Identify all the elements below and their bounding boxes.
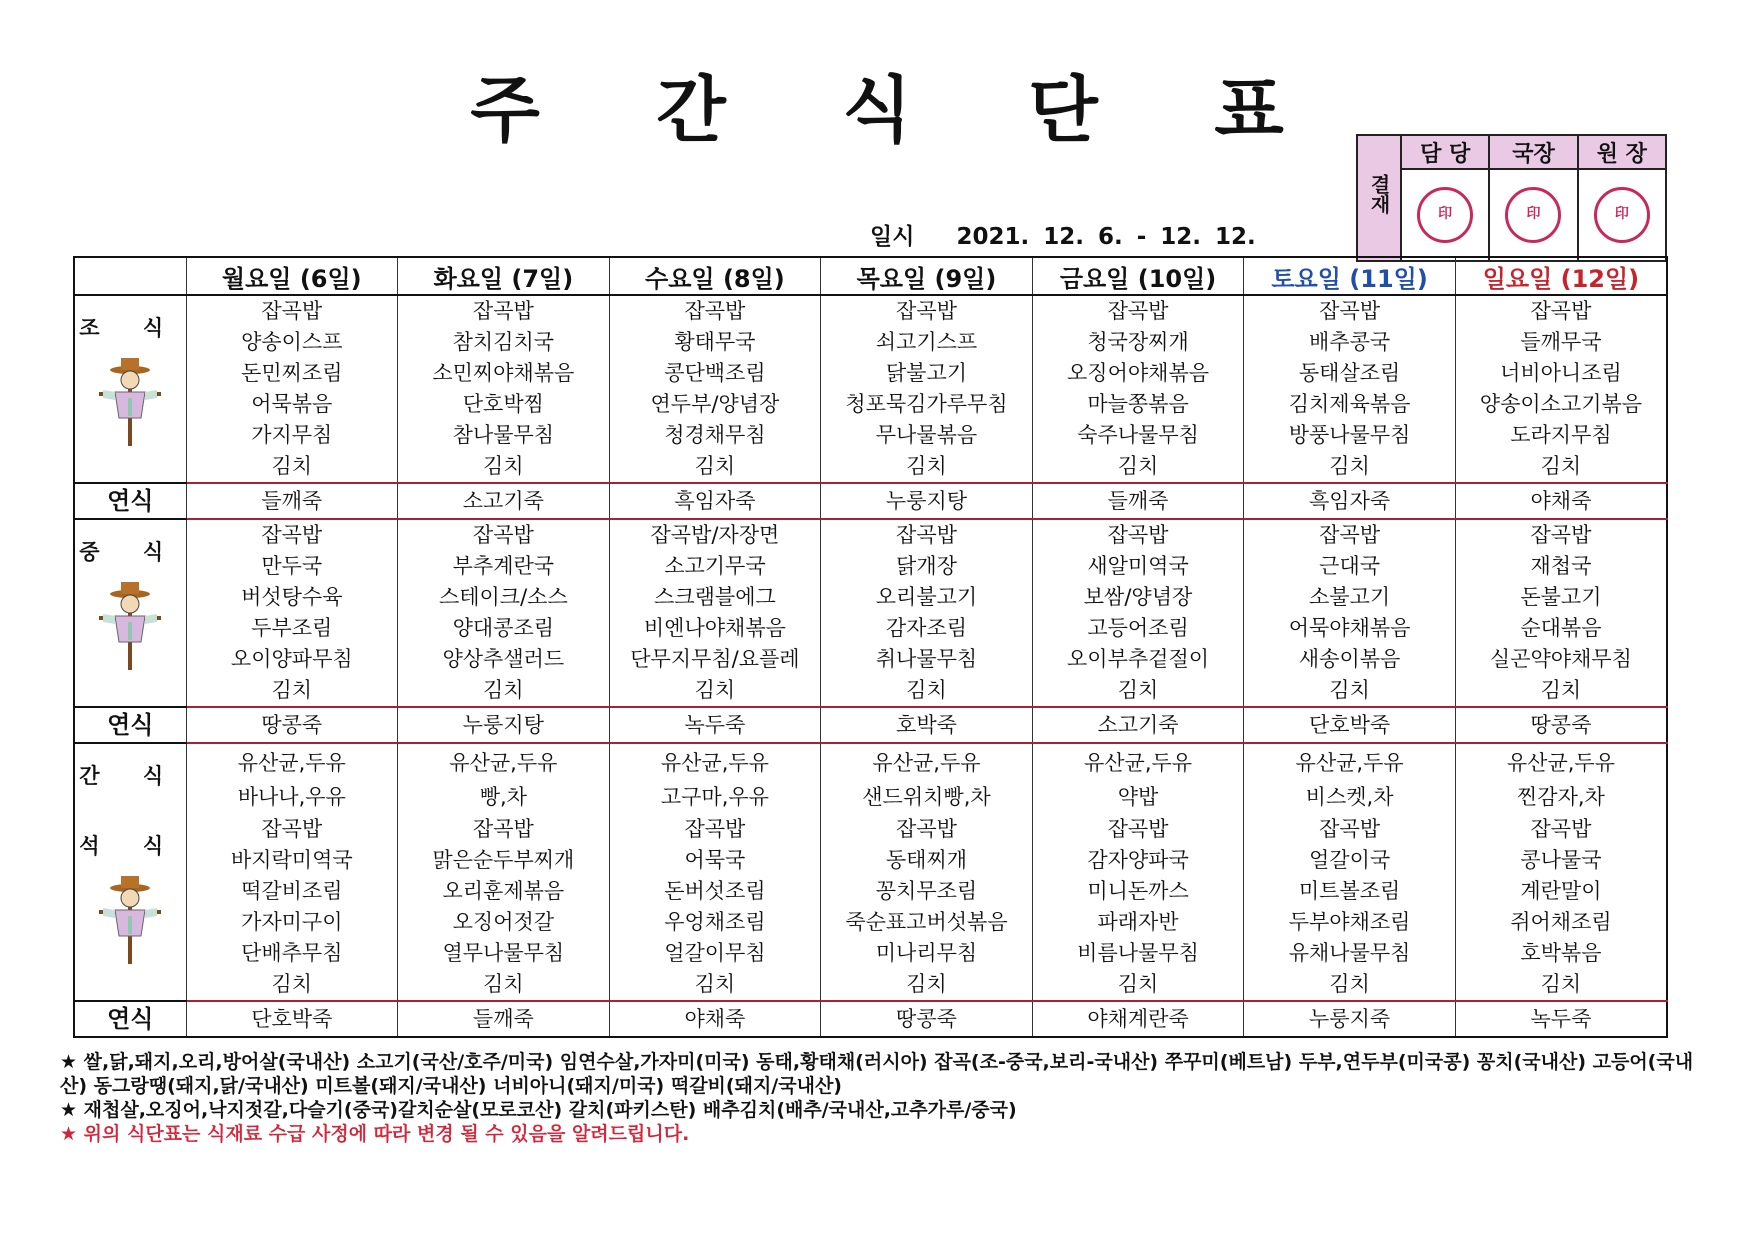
dish: 소민찌야채볶음 <box>432 361 575 385</box>
dish: 잡곡밥 <box>261 817 323 841</box>
meal-label <box>74 295 186 483</box>
origin-note: ★ 쌀,닭,돼지,오리,방어살(국내산) 소고기(국산/호주/미국) 임연수살,가자미(미국) 동태,황태채(러시아) 잡곡(조-중국,보리-국내산) 쭈꾸미(베트남) 두부,연두부(미국콩) 꽁치(국내산) 고등어(국내산) 동그랑땡(돼지,닭/국내산) 미트볼(돼지/국내산) 너비아니(돼지/미국) 떡갈비(돼지/국내산) <box>60 1051 1694 1097</box>
approval-head-director: 국장 <box>1489 135 1577 169</box>
approval-sign-staff <box>1401 169 1489 261</box>
dish: 잡곡밥 <box>1530 299 1592 323</box>
dish: 돈버섯조림 <box>664 879 766 903</box>
dish: 숙주나물무침 <box>1077 423 1199 447</box>
menu-cell <box>609 814 821 1001</box>
dish: 오이부추겉절이 <box>1067 647 1210 671</box>
dish: 잡곡밥 <box>1530 817 1592 841</box>
porridge-cell: 누룽지죽 <box>1244 1001 1456 1037</box>
dish: 취나물무침 <box>875 647 978 671</box>
porridge-cell: 단호박죽 <box>1244 707 1456 743</box>
dish: 잡곡밥 <box>1107 523 1169 547</box>
dish: 김치 <box>483 454 524 478</box>
dish: 단무지무침/요플레 <box>630 647 800 671</box>
menu-cell <box>398 814 610 1001</box>
dish: 비스켓,차 <box>1305 785 1394 809</box>
dish: 유산균,두유 <box>449 751 558 775</box>
approval-box <box>1356 134 1667 262</box>
meal-label-text: 간 식 <box>79 764 182 788</box>
dish: 김치 <box>483 972 524 996</box>
porridge-cell: 흑임자죽 <box>1244 483 1456 519</box>
dish: 도라지무침 <box>1510 423 1612 447</box>
dish: 김치제육볶음 <box>1288 392 1411 416</box>
dish: 죽순표고버섯볶음 <box>845 910 1008 934</box>
dish: 순대볶음 <box>1520 616 1602 640</box>
dish: 잡곡밥 <box>472 817 534 841</box>
menu-cell <box>1032 519 1244 707</box>
porridge-cell: 땅콩죽 <box>1455 707 1667 743</box>
dish: 김치 <box>906 454 947 478</box>
dish: 꽁치무조림 <box>875 879 978 903</box>
dish: 얼갈이무침 <box>664 941 766 965</box>
snack-label: 연식 <box>74 1001 186 1037</box>
dish: 오이양파무침 <box>230 647 353 671</box>
menu-cell <box>1032 295 1244 483</box>
dish: 단호박찜 <box>462 392 544 416</box>
dish: 유산균,두유 <box>1506 751 1615 775</box>
snack-row-breakfast <box>74 483 1667 519</box>
dish: 잡곡밥 <box>684 817 746 841</box>
menu-cell <box>186 519 398 707</box>
menu-cell <box>398 519 610 707</box>
snack-label: 연식 <box>74 707 186 743</box>
dish: 잡곡밥 <box>684 299 746 323</box>
porridge-cell: 흑임자죽 <box>609 483 821 519</box>
dish: 유산균,두유 <box>237 751 346 775</box>
dish: 닭개장 <box>896 554 957 578</box>
porridge-cell: 누룽지탕 <box>821 483 1033 519</box>
porridge-cell: 호박죽 <box>821 707 1033 743</box>
dish: 청국장찌개 <box>1087 330 1189 354</box>
dish: 김치 <box>1540 454 1582 478</box>
approval-sign-principal <box>1578 169 1666 261</box>
dish: 김치 <box>1540 972 1582 996</box>
menu-cell <box>821 295 1033 483</box>
dish: 맑은순두부찌개 <box>432 848 575 872</box>
title-char: 단 <box>1028 68 1098 152</box>
dish: 단배추무침 <box>241 941 343 965</box>
dish: 소불고기 <box>1309 585 1391 609</box>
dish: 잡곡밥 <box>472 523 534 547</box>
notes <box>60 1050 1710 1146</box>
dish: 근대국 <box>1319 554 1381 578</box>
dish: 떡갈비조림 <box>241 879 343 903</box>
approval-label <box>1357 135 1401 261</box>
dish: 새알미역국 <box>1087 554 1189 578</box>
dish: 황태무국 <box>674 330 756 354</box>
porridge-cell: 땅콩죽 <box>821 1001 1033 1037</box>
dish: 잡곡밥/자장면 <box>650 523 780 547</box>
dish: 김치 <box>1117 972 1159 996</box>
dish: 김치 <box>694 454 736 478</box>
dish: 실곤약야채무침 <box>1489 647 1632 671</box>
dish: 스크램블에그 <box>654 585 776 609</box>
dish: 너비아니조림 <box>1500 361 1622 385</box>
dish: 들깨무국 <box>1520 330 1602 354</box>
dish: 잡곡밥 <box>1530 523 1592 547</box>
dish: 김치 <box>1117 678 1159 702</box>
porridge-cell: 들깨죽 <box>186 483 398 519</box>
dish: 김치 <box>906 972 947 996</box>
dish: 김치 <box>1329 678 1370 702</box>
day-header: 화요일 (7일) <box>398 257 610 295</box>
dish: 오리훈제볶음 <box>442 879 565 903</box>
menu-cell <box>398 743 610 814</box>
dish: 김치 <box>1329 454 1370 478</box>
dish: 잡곡밥 <box>896 817 957 841</box>
dish: 미니돈까스 <box>1087 879 1189 903</box>
meal-label-text: 중 식 <box>79 540 182 564</box>
origin-note: ★ 재첩살,오징어,낙지젓갈,다슬기(중국)갈치순살(모로코산) 갈치(파키스탄) 배추김치(배추/국내산,고추가루/중국) <box>60 1099 1017 1121</box>
meal-label <box>74 519 186 707</box>
menu-cell <box>609 519 821 707</box>
dish: 만두국 <box>261 554 323 578</box>
dish: 오징어야채볶음 <box>1067 361 1210 385</box>
snack-label: 연식 <box>74 483 186 519</box>
dish: 부추계란국 <box>452 554 555 578</box>
dish: 가자미구이 <box>241 910 343 934</box>
snack-row-lunch <box>74 707 1667 743</box>
day-header: 수요일 (8일) <box>609 257 821 295</box>
seal-stamp-icon: 印 <box>1594 187 1650 243</box>
date-line <box>870 218 1256 251</box>
dish: 잡곡밥 <box>1319 299 1381 323</box>
dish: 유산균,두유 <box>660 751 769 775</box>
dish: 감자양파국 <box>1087 848 1189 872</box>
dish: 두부조림 <box>251 616 333 640</box>
dish: 김치 <box>483 678 524 702</box>
approval-head-principal: 원 장 <box>1578 135 1666 169</box>
dish: 잡곡밥 <box>896 299 957 323</box>
day-header-sunday: 일요일 (12일) <box>1455 257 1667 295</box>
dish: 샌드위치빵,차 <box>862 785 991 809</box>
porridge-cell: 녹두죽 <box>609 707 821 743</box>
meal-label-text: 석 식 <box>79 834 182 858</box>
menu-cell <box>1455 295 1667 483</box>
dish: 동태살조림 <box>1298 361 1401 385</box>
menu-cell <box>1032 743 1244 814</box>
warning-note: ★ 위의 식단표는 식재료 수급 사정에 따라 변경 될 수 있음을 알려드립니다. <box>60 1123 690 1145</box>
dish: 연두부/양념장 <box>650 392 780 416</box>
title-char: 주 <box>470 68 540 152</box>
scarecrow-icon <box>95 356 165 448</box>
dish: 양대콩조림 <box>452 616 555 640</box>
dish: 잡곡밥 <box>261 299 323 323</box>
dish: 비엔나야채볶음 <box>643 616 786 640</box>
dish: 마늘쫑볶음 <box>1087 392 1189 416</box>
dish: 배추콩국 <box>1309 330 1391 354</box>
dish: 우엉채조림 <box>664 910 766 934</box>
dish: 바지락미역국 <box>230 848 353 872</box>
porridge-cell: 들깨죽 <box>1032 483 1244 519</box>
dish: 가지무침 <box>251 423 333 447</box>
menu-cell <box>1455 814 1667 1001</box>
dish: 잡곡밥 <box>1107 299 1169 323</box>
dish: 미트볼조림 <box>1298 879 1401 903</box>
dish: 비름나물무침 <box>1077 941 1199 965</box>
dish: 고구마,우유 <box>660 785 769 809</box>
dish: 파래자반 <box>1097 910 1179 934</box>
day-header: 월요일 (6일) <box>186 257 398 295</box>
scarecrow-icon <box>95 874 165 966</box>
dish: 김치 <box>271 972 313 996</box>
dish: 김치 <box>694 972 736 996</box>
dish: 버섯탕수육 <box>241 585 343 609</box>
title-char: 식 <box>842 68 912 152</box>
porridge-cell: 야채계란죽 <box>1032 1001 1244 1037</box>
porridge-cell: 야채죽 <box>1455 483 1667 519</box>
porridge-cell: 야채죽 <box>609 1001 821 1037</box>
dish: 쥐어채조림 <box>1510 910 1612 934</box>
dish: 두부야채조림 <box>1288 910 1411 934</box>
dish: 잡곡밥 <box>472 299 534 323</box>
dish: 잡곡밥 <box>1319 523 1381 547</box>
meal-label <box>74 743 186 814</box>
dish: 김치 <box>1117 454 1159 478</box>
day-header-row <box>74 257 1667 295</box>
dish: 계란말이 <box>1520 879 1602 903</box>
dish: 김치 <box>1329 972 1370 996</box>
dish: 보쌈/양념장 <box>1083 585 1193 609</box>
dish: 고등어조림 <box>1087 616 1189 640</box>
weekly-menu-table <box>73 256 1668 1038</box>
porridge-cell: 누룽지탕 <box>398 707 610 743</box>
date-value: 2021. 12. 6. - 12. 12. <box>956 224 1256 250</box>
dish: 호박볶음 <box>1520 941 1602 965</box>
approval-label-text: 결재 <box>1367 174 1391 214</box>
dish: 김치 <box>694 678 736 702</box>
menu-cell <box>821 519 1033 707</box>
dish: 콩단백조림 <box>664 361 766 385</box>
menu-cell <box>1244 295 1456 483</box>
title-char: 간 <box>656 68 726 152</box>
menu-cell <box>1244 814 1456 1001</box>
day-header-saturday: 토요일 (11일) <box>1244 257 1456 295</box>
porridge-cell: 단호박죽 <box>186 1001 398 1037</box>
dish: 김치 <box>1540 678 1582 702</box>
meal-row-snack <box>74 743 1667 814</box>
dish: 얼갈이국 <box>1309 848 1391 872</box>
dish: 잡곡밥 <box>896 523 957 547</box>
dish: 양송이스프 <box>241 330 343 354</box>
date-label: 일시 <box>870 224 915 250</box>
menu-cell <box>821 814 1033 1001</box>
dish: 열무나물무침 <box>442 941 565 965</box>
approval-head-staff: 담 당 <box>1401 135 1489 169</box>
title-char: 표 <box>1214 68 1284 152</box>
dish: 돈민찌조림 <box>241 361 343 385</box>
menu-cell <box>609 295 821 483</box>
dish: 양송이소고기볶음 <box>1479 392 1643 416</box>
dish: 청경채무침 <box>664 423 766 447</box>
menu-cell <box>186 814 398 1001</box>
porridge-cell: 소고기죽 <box>1032 707 1244 743</box>
menu-cell <box>186 295 398 483</box>
meal-row-breakfast <box>74 295 1667 483</box>
dish: 무나물볶음 <box>875 423 978 447</box>
porridge-cell: 들깨죽 <box>398 1001 610 1037</box>
menu-cell <box>1244 743 1456 814</box>
day-header: 목요일 (9일) <box>821 257 1033 295</box>
dish: 어묵볶음 <box>251 392 333 416</box>
approval-sign-director <box>1489 169 1577 261</box>
dish: 약밥 <box>1117 785 1159 809</box>
menu-cell <box>186 743 398 814</box>
dish: 어묵야채볶음 <box>1288 616 1411 640</box>
dish: 양상추샐러드 <box>442 647 565 671</box>
menu-cell <box>398 295 610 483</box>
menu-cell <box>1032 814 1244 1001</box>
day-header: 금요일 (10일) <box>1032 257 1244 295</box>
dish: 바나나,우유 <box>237 785 346 809</box>
dish: 참치김치국 <box>452 330 555 354</box>
dish: 콩나물국 <box>1520 848 1602 872</box>
dish: 소고기무국 <box>664 554 766 578</box>
menu-cell <box>1244 519 1456 707</box>
dish: 잡곡밥 <box>1107 817 1169 841</box>
dish: 쇠고기스프 <box>875 330 978 354</box>
dish: 유산균,두유 <box>1083 751 1193 775</box>
dish: 동태찌개 <box>885 848 968 872</box>
dish: 닭불고기 <box>885 361 968 385</box>
dish: 잡곡밥 <box>1319 817 1381 841</box>
dish: 재첩국 <box>1530 554 1592 578</box>
dish: 유채나물무침 <box>1288 941 1411 965</box>
meal-row-dinner <box>74 814 1667 1001</box>
dish: 오리불고기 <box>875 585 978 609</box>
porridge-cell: 소고기죽 <box>398 483 610 519</box>
seal-stamp-icon: 印 <box>1505 187 1561 243</box>
dish: 참나물무침 <box>452 423 555 447</box>
seal-stamp-icon: 印 <box>1417 187 1473 243</box>
menu-cell <box>1455 519 1667 707</box>
dish: 찐감자,차 <box>1517 785 1605 809</box>
dish: 스테이크/소스 <box>438 585 568 609</box>
menu-cell <box>1455 743 1667 814</box>
dish: 김치 <box>271 454 313 478</box>
dish: 유산균,두유 <box>872 751 981 775</box>
scarecrow-icon <box>95 580 165 672</box>
dish: 김치 <box>906 678 947 702</box>
corner-cell <box>74 257 186 295</box>
dish: 새송이볶음 <box>1298 647 1401 671</box>
meal-label-text: 조 식 <box>79 316 182 340</box>
meal-label <box>74 814 186 1001</box>
dish: 유산균,두유 <box>1295 751 1404 775</box>
dish: 청포묵김가루무침 <box>845 392 1008 416</box>
dish: 방풍나물무침 <box>1288 423 1411 447</box>
dish: 잡곡밥 <box>261 523 323 547</box>
porridge-cell: 땅콩죽 <box>186 707 398 743</box>
dish: 김치 <box>271 678 313 702</box>
dish: 어묵국 <box>684 848 746 872</box>
dish: 빵,차 <box>479 785 527 809</box>
dish: 감자조림 <box>885 616 968 640</box>
dish: 오징어젓갈 <box>452 910 555 934</box>
menu-cell <box>821 743 1033 814</box>
dish: 돈불고기 <box>1520 585 1602 609</box>
dish: 미나리무침 <box>875 941 978 965</box>
porridge-cell: 녹두죽 <box>1455 1001 1667 1037</box>
meal-row-lunch <box>74 519 1667 707</box>
snack-row-dinner <box>74 1001 1667 1037</box>
menu-cell <box>609 743 821 814</box>
